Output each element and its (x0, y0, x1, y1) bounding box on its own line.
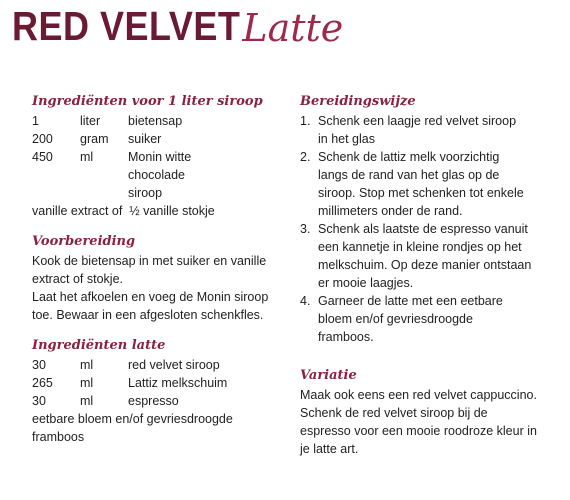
method-step (300, 112, 550, 148)
ingredients-syrup-heading: Ingrediënten voor 1 liter siroop (32, 94, 263, 109)
ingredient-row (32, 356, 282, 374)
left-column (32, 92, 282, 458)
ingredient-item: bietensap (128, 114, 183, 128)
ingredient-extra: eetbare bloem en/of gevriesdroogde framboos (32, 412, 233, 444)
step-number: 3. (300, 222, 311, 236)
variation-text: Maak ook eens een red velvet cappuccino. Schenk de red velvet siroop bij de espresso voor een mooie roodroze kleur in je latte art. (300, 388, 537, 456)
ingredient-qty: 265 (32, 376, 53, 390)
step-number: 2. (300, 150, 311, 164)
step-number: 1. (300, 114, 311, 128)
step-text: Schenk de lattiz melk voorzichtig langs de rand van het glas op de siroop. Stop met schenken tot enkele millimeters onder de rand. (318, 150, 524, 218)
ingredient-qty: 200 (32, 132, 53, 146)
ingredient-item: red velvet siroop (128, 358, 220, 372)
ingredient-row (32, 112, 282, 130)
recipe-title (12, 2, 344, 50)
ingredient-qty: 30 (32, 358, 46, 372)
step-text: Garneer de latte met een eetbare bloem en/of gevriesdroogde framboos. (318, 294, 503, 344)
preparation-paragraph: Laat het afkoelen en voeg de Monin siroop toe. Bewaar in een afgesloten schenkfles. (32, 290, 269, 322)
method-step (300, 148, 550, 220)
variation-heading: Variatie (300, 368, 357, 383)
ingredient-unit: ml (80, 358, 94, 372)
method-heading: Bereidingswijze (300, 94, 416, 109)
ingredient-item: suiker (128, 132, 162, 146)
ingredients-latte-heading: Ingrediënten latte (32, 338, 166, 353)
ingredient-unit: ml (80, 394, 94, 408)
ingredient-unit: liter (80, 114, 101, 128)
ingredient-item: Lattiz melkschuim (128, 376, 228, 390)
title-script: Latte (242, 6, 344, 50)
method-step (300, 220, 550, 292)
ingredient-row (32, 148, 282, 202)
ingredients-syrup-section (32, 92, 282, 220)
ingredient-item: espresso (128, 394, 179, 408)
preparation-section (32, 232, 282, 324)
method-step (300, 292, 550, 346)
ingredient-qty: 30 (32, 394, 46, 408)
ingredient-row (32, 374, 282, 392)
title-bold: RED VELVET (12, 2, 241, 49)
ingredient-unit: ml (80, 150, 94, 164)
ingredient-extra: vanille extract of ½ vanille stokje (32, 204, 215, 218)
ingredient-unit: ml (80, 376, 94, 390)
ingredient-qty: 450 (32, 150, 53, 164)
ingredient-qty: 1 (32, 114, 39, 128)
preparation-heading: Voorbereiding (32, 234, 136, 249)
step-text: Schenk een laagje red velvet siroop in het glas (318, 114, 517, 146)
step-number: 4. (300, 294, 311, 308)
preparation-paragraph: Kook de bietensap in met suiker en vanille extract of stokje. (32, 254, 267, 286)
ingredients-latte-section (32, 336, 282, 446)
method-steps (300, 112, 550, 346)
ingredient-row (32, 392, 282, 410)
variation-section (300, 366, 550, 458)
method-section (300, 92, 550, 346)
ingredient-item: Monin witte chocolade siroop (128, 150, 192, 200)
ingredient-unit: gram (80, 132, 109, 146)
right-column (300, 92, 550, 470)
ingredient-row (32, 130, 282, 148)
step-text: Schenk als laatste de espresso vanuit een kannetje in kleine rondjes op het melkschuim. Op deze manier ontstaan er mooie laagjes. (318, 222, 532, 290)
